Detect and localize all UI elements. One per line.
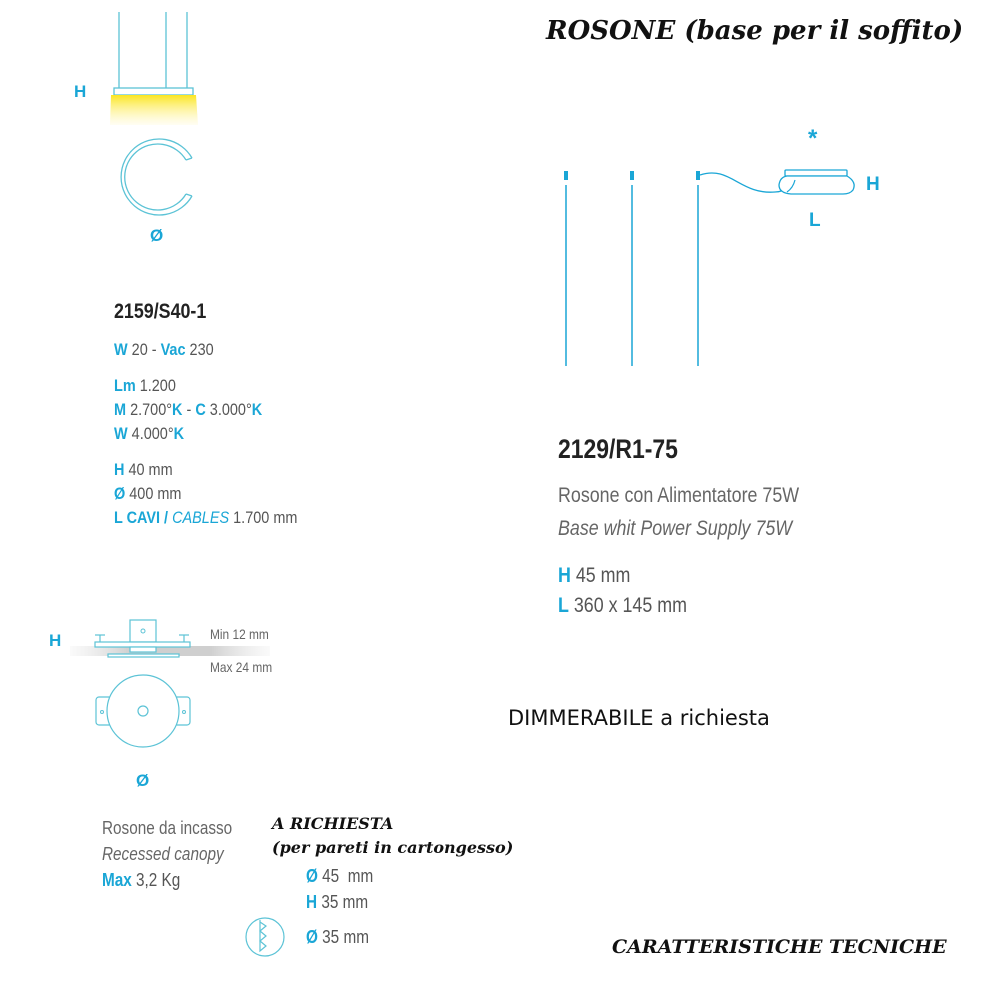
pendant-lamp-icon [100, 0, 220, 200]
spec-power: W 20 - Vac 230 [114, 340, 214, 359]
pendant-specs [114, 340, 374, 540]
on-request-diameter-1: Ø 45 mm [306, 866, 374, 886]
on-request-title: A RICHIESTA [272, 814, 394, 833]
drywall-spring-icon [245, 915, 285, 959]
spec-lumen: Lm 1.200 [114, 376, 176, 395]
pendant-model-code: 2159/S40-1 [114, 300, 207, 323]
canopy-drawing [555, 120, 895, 380]
recessed-description-en: Recessed canopy [102, 844, 224, 864]
canopy-length-label: L [809, 210, 821, 231]
page-title: ROSONE (base per il soffito) [546, 16, 964, 46]
recessed-height-label: H [49, 631, 62, 650]
canopy-height-label: H [866, 174, 880, 195]
spec-color-temp-w: W 4.000°K [114, 424, 185, 443]
canopy-description-en: Base whit Power Supply 75W [558, 517, 793, 540]
recessed-description-it: Rosone da incasso [102, 818, 233, 838]
pendant-height-label: H [74, 82, 87, 101]
canopy-suspension-icon [555, 120, 895, 380]
pendant-drawing [100, 0, 220, 260]
canopy-spec-height: H 45 mm [558, 564, 631, 587]
spec-cables: L CAVI / CABLES 1.700 mm [114, 508, 298, 527]
on-request-subtitle: (per pareti in cartongesso) [272, 838, 514, 857]
on-request-diameter-2: Ø 35 mm [306, 927, 369, 947]
recessed-max-weight: Max 3,2 Kg [102, 870, 181, 890]
recessed-min-label: Min 12 mm [210, 626, 269, 642]
canopy-model-code: 2129/R1-75 [558, 434, 678, 464]
recessed-diameter-label: Ø [136, 771, 150, 790]
spec-diameter: Ø 400 mm [114, 484, 182, 503]
spec-height: H 40 mm [114, 460, 173, 479]
on-request-height: H 35 mm [306, 892, 369, 912]
pendant-diameter-label: Ø [150, 226, 164, 245]
canopy-spec-length: L 360 x 145 mm [558, 594, 687, 617]
spec-color-temp-mc: M 2.700°K - C 3.000°K [114, 400, 263, 419]
technical-features-title: CARATTERISTICHE TECNICHE [612, 936, 947, 958]
dimmable-note: DIMMERABILE a richiesta [508, 706, 770, 730]
recessed-max-label: Max 24 mm [210, 659, 273, 675]
canopy-description-it: Rosone con Alimentatore 75W [558, 484, 800, 507]
canopy-asterisk: * [808, 125, 818, 152]
